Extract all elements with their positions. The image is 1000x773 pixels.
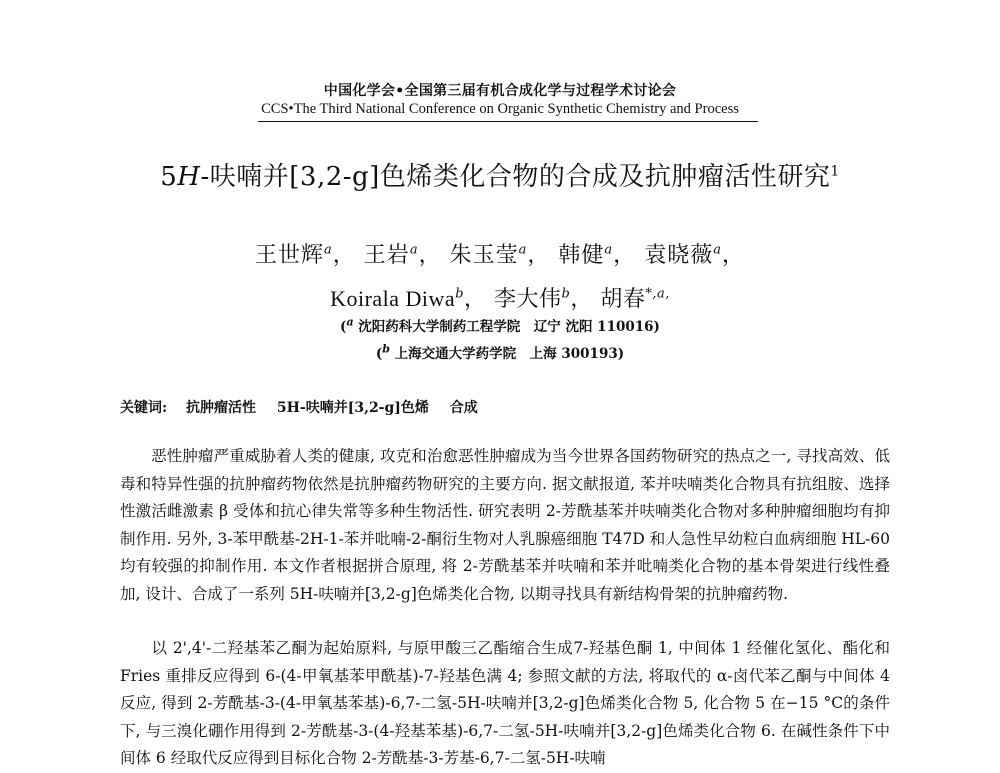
conference-header-en: CCS•The Third National Conference on Organic Synthetic Chemistry and Process	[261, 101, 739, 117]
body-paragraph-2	[120, 635, 890, 773]
author-sep: ，	[332, 243, 356, 268]
affiliation-b: ($^b$ 上海交通大学药学院 上海 300193)	[375, 342, 625, 362]
author: 李大伟	[494, 287, 562, 312]
affiliation-text: 沈阳药科大学制药工程学院 辽宁 沈阳 110016)	[358, 319, 660, 335]
title-rest: -呋喃并[3,2-g]色烯类化合物的合成及抗肿瘤活性研究	[200, 162, 831, 192]
author-mark: a	[604, 242, 614, 258]
paragraph-text: 以 2',4'-二羟基苯乙酮为起始原料, 与原甲酸三乙酯缩合生成7-羟基色酮 1, 中间体 1 经催化氢化、酯化和 Fries 重排反应得到 6-(4-甲氧基苯甲酰基)-7-羟基色满 4; 参照文献的方法, 将取代的 α-卤代苯乙酮与中间体 4 反应, 得到 2-芳酰基-3-(4-甲氧基苯基)-6,7-二氢-5H-呋喃并[3,2-g]色烯类化合物 5, 化合物 5 在−15 °C的条件下, 与三溴化硼作用得到 2-芳酰基-3-(4-羟基苯基)-6,7-二氢-5H-呋喃并[3,2-g]色烯类化合物 6. 在碱性条件下中间体 6 经取代反应得到目标化合物 2-芳酰基-3-芳基-6,7-二氢-5H-呋喃	[120, 639, 890, 767]
paragraph-text: 恶性肿瘤严重威胁着人类的健康, 攻克和治愈恶性肿瘤成为当今世界各国药物研究的热点之一, 寻找高效、低毒和特异性强的抗肿瘤药物依然是抗肿瘤药物研究的主要方向. 据文献报道, 苯并呋喃类化合物具有抗组胺、选择性激活雌激素 β 受体和抗心律失常等多种生物活性. 研究表明 2-芳酰基苯并呋喃类化合物对多种肿瘤细胞均有抑制作用. 另外, 3-苯甲酰基-2H-1-苯并吡喃-2-酮衍生物对人乳腺癌细胞 T47D 和人急性早幼粒白血病细胞 HL-60 均有较强的抑制作用. 本文作者根据拼合原理, 将 2-芳酰基苯并呋喃和苯并吡喃类化合物的基本骨架进行线性叠加, 设计、合成了一系列 5H-呋喃并[3,2-g]色烯类化合物, 以期寻找具有新结构骨架的抗肿瘤药物.	[120, 447, 890, 603]
author-line-1	[0, 238, 1000, 269]
title-italic: H	[177, 162, 201, 192]
author-sep: ，	[527, 243, 551, 268]
author-mark: *,a,	[645, 286, 670, 302]
author-mark: b	[561, 286, 571, 302]
title-prefix: 5	[160, 162, 178, 192]
paper-title	[0, 156, 1000, 193]
author-mark: a	[518, 242, 528, 258]
author-line-2	[0, 282, 1000, 313]
author: 胡春	[600, 287, 646, 312]
conference-header-cn: 中国化学会•全国第三届有机合成化学与过程学术讨论会	[323, 83, 677, 99]
keyword: 抗肿瘤活性	[186, 400, 257, 416]
header-rule	[258, 121, 758, 122]
author: 韩健	[558, 243, 605, 268]
keywords-label: 关键词:	[120, 400, 168, 416]
author: 袁晓薇	[644, 243, 714, 268]
keywords	[120, 397, 900, 417]
author-sep: ，	[464, 287, 487, 312]
author-mark: b	[455, 286, 465, 302]
author-sep: ，	[418, 243, 442, 268]
author: Koirala Diwa	[330, 286, 456, 311]
author-sep: ，	[613, 243, 637, 268]
keyword: 合成	[449, 400, 478, 416]
author-sep: ，	[721, 243, 745, 268]
affiliation-a: ($^a$ 沈阳药科大学制药工程学院 辽宁 沈阳 110016)	[340, 315, 660, 335]
title-footnote-mark: 1	[830, 163, 840, 180]
author-mark: a	[324, 242, 333, 258]
affiliation-mark: b	[382, 342, 390, 356]
author-mark: a	[409, 242, 419, 258]
affiliation-mark: a	[346, 315, 354, 329]
affiliation-text: 上海交通大学药学院 上海 300193)	[394, 346, 625, 362]
author-mark: a	[713, 242, 722, 258]
author: 王岩	[363, 243, 410, 268]
author-sep: ，	[570, 287, 593, 312]
keyword: 5H-呋喃并[3,2-g]色烯	[276, 400, 429, 416]
author: 朱玉莹	[449, 243, 519, 268]
body-paragraph-1	[120, 443, 890, 608]
author: 王世辉	[255, 243, 325, 268]
